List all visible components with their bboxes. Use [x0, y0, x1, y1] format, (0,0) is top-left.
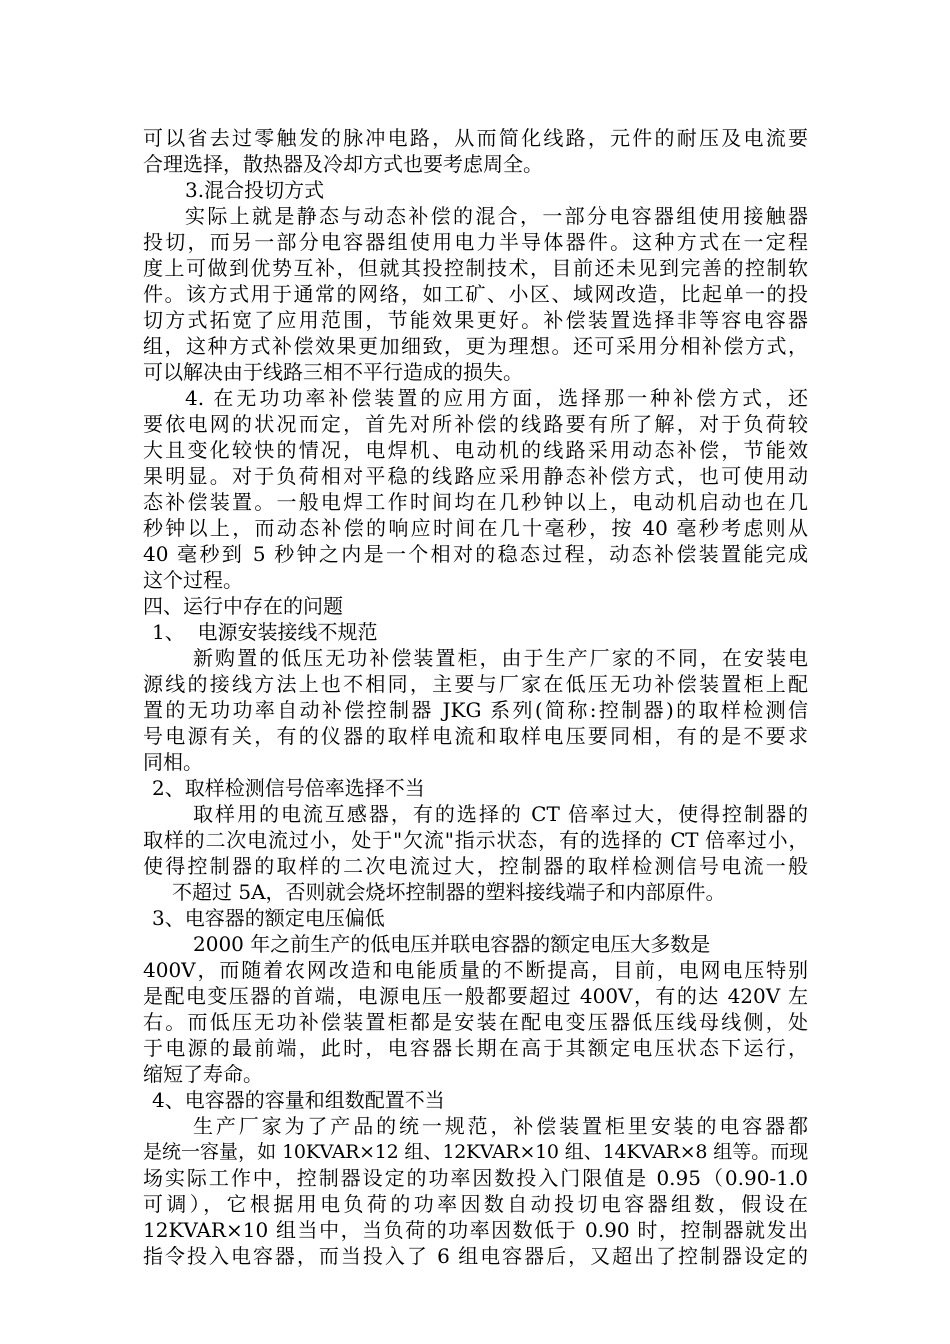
text-line: 秒钟以上，而动态补偿的响应时间在几十毫秒，按 40 毫秒考虑则从 — [143, 516, 808, 540]
text-line: 2000 年之前生产的低电压并联电容器的额定电压大多数是 — [193, 932, 711, 956]
subsection-heading: 1、 电源安装接线不规范 — [152, 620, 378, 644]
text-line: 取样的二次电流过小，处于"欠流"指示状态，有的选择的 CT 倍率过小， — [143, 828, 808, 852]
section-heading: 四、运行中存在的问题 — [143, 594, 343, 618]
text-line: 合理选择，散热器及冷却方式也要考虑周全。 — [143, 152, 543, 176]
text-line: 不超过 5A，否则就会烧坏控制器的塑料接线端子和内部原件。 — [172, 880, 726, 904]
text-line: 实际上就是静态与动态补偿的混合，一部分电容器组使用接触器 — [185, 204, 808, 228]
subsection-heading: 3、电容器的额定电压偏低 — [152, 906, 385, 930]
text-line: 大且变化较快的情况，电焊机、电动机的线路采用动态补偿，节能效 — [143, 438, 808, 462]
text-line: 号电源有关，有的仪器的取样电流和取样电压要同相，有的是不要求 — [143, 724, 808, 748]
text-line: 度上可做到优势互补，但就其投控制技术，目前还未见到完善的控制软 — [143, 256, 808, 280]
text-line: 取样用的电流互感器，有的选择的 CT 倍率过大，使得控制器的 — [193, 802, 808, 826]
text-line: 缩短了寿命。 — [143, 1062, 263, 1086]
text-line: 果明显。对于负荷相对平稳的线路应采用静态补偿方式，也可使用动 — [143, 464, 808, 488]
text-line: 可以解决由于线路三相不平行造成的损失。 — [143, 360, 523, 384]
text-line: 4. 在无功功率补偿装置的应用方面，选择那一种补偿方式，还 — [185, 386, 808, 410]
text-line: 12KVAR×10 组当中，当负荷的功率因数低于 0.90 时，控制器就发出 — [143, 1218, 808, 1242]
text-line: 场实际工作中，控制器设定的功率因数投入门限值是 0.95（0.90-1.0 — [143, 1166, 808, 1190]
text-line: 这个过程。 — [143, 568, 243, 592]
text-line: 40 毫秒到 5 秒钟之内是一个相对的稳态过程，动态补偿装置能完成 — [143, 542, 808, 566]
text-line: 置的无功功率自动补偿控制器 JKG 系列(简称:控制器)的取样检测信 — [143, 698, 808, 722]
text-line: 新购置的低压无功补偿装置柜，由于生产厂家的不同，在安装电 — [193, 646, 808, 670]
text-line: 使得控制器的取样的二次电流过大，控制器的取样检测信号电流一般 — [143, 854, 808, 878]
text-line: 组，这种方式补偿效果更加细致，更为理想。还可采用分相补偿方式， — [143, 334, 808, 358]
text-line: 右。而低压无功补偿装置柜都是安装在配电变压器低压线母线侧，处 — [143, 1010, 808, 1034]
section-heading: 3.混合投切方式 — [185, 178, 325, 202]
text-line: 可以省去过零触发的脉冲电路，从而简化线路，元件的耐压及电流要 — [143, 126, 808, 150]
text-line: 400V，而随着农网改造和电能质量的不断提高，目前，电网电压特别 — [143, 958, 808, 982]
text-line: 件。该方式用于通常的网络，如工矿、小区、域网改造，比起单一的投 — [143, 282, 808, 306]
text-line: 同相。 — [143, 750, 203, 774]
text-line: 要依电网的状况而定，首先对所补偿的线路要有所了解，对于负荷较 — [143, 412, 808, 436]
text-line: 切方式拓宽了应用范围，节能效果更好。补偿装置选择非等容电容器 — [143, 308, 808, 332]
subsection-heading: 2、取样检测信号倍率选择不当 — [152, 776, 425, 800]
text-line: 态补偿装置。一般电焊工作时间均在几秒钟以上，电动机启动也在几 — [143, 490, 808, 514]
subsection-heading: 4、电容器的容量和组数配置不当 — [152, 1088, 445, 1112]
text-line: 指令投入电容器，而当投入了 6 组电容器后，又超出了控制器设定的 — [143, 1244, 808, 1268]
text-line: 于电源的最前端，此时，电容器长期在高于其额定电压状态下运行， — [143, 1036, 808, 1060]
text-line: 投切，而另一部分电容器组使用电力半导体器件。这种方式在一定程 — [143, 230, 808, 254]
text-line: 源线的接线方法上也不相同，主要与厂家在低压无功补偿装置柜上配 — [143, 672, 808, 696]
text-line: 是统一容量，如 10KVAR×12 组、12KVAR×10 组、14KVAR×8 组等。而现 — [143, 1141, 808, 1163]
text-line: 生产厂家为了产品的统一规范，补偿装置柜里安装的电容器都 — [193, 1114, 808, 1138]
text-line: 可调），它根据用电负荷的功率因数自动投切电容器组数，假设在 — [143, 1192, 808, 1216]
text-line: 是配电变压器的首端，电源电压一般都要超过 400V，有的达 420V 左 — [143, 984, 808, 1008]
